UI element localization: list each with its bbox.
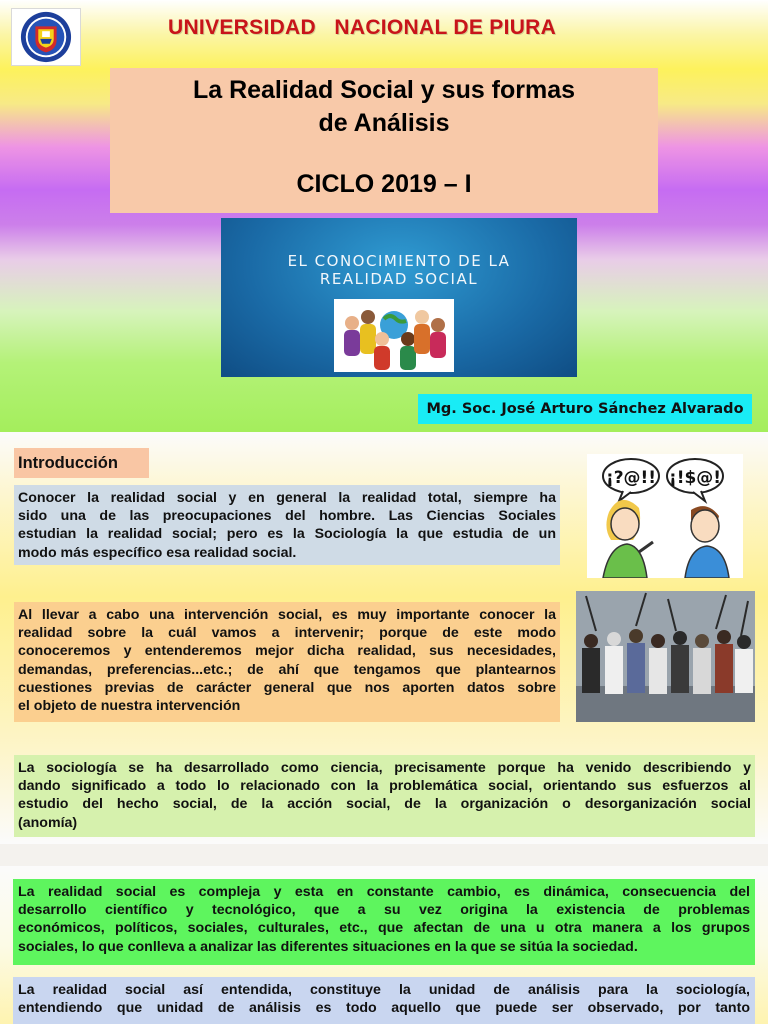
paragraph-1-line: modo más específico esa realidad social. — [18, 544, 297, 561]
paragraph-2 — [14, 602, 560, 722]
bubble-left-text: ¡?@!! — [605, 468, 657, 488]
social-reality-slide — [0, 866, 768, 1024]
hero-caption — [221, 252, 577, 288]
people-group-image — [334, 299, 454, 372]
paragraph-4-line: sociales, lo que conlleva a analizar las diferentes situaciones en la que se sitúa la sociedad. — [18, 938, 638, 955]
paragraph-3-line: estudio del hecho social, de la acción social, de la organización o desorganización social — [18, 796, 751, 813]
paragraph-1 — [14, 485, 560, 565]
author-label: Mg. Soc. José Arturo Sánchez Alvarado — [418, 394, 752, 424]
university-name: UNIVERSIDAD NACIONAL DE PIURA — [168, 16, 557, 39]
paragraph-1-line: estudian la realidad social; pero es la Sociología la que estudia de un — [18, 526, 556, 543]
seal-graphic — [17, 10, 75, 64]
paragraph-4-line: económicos, políticos, sociales, culturales, etc., que afectan de una u otra manera a los grupos — [18, 920, 750, 937]
paragraph-5 — [13, 977, 755, 1024]
paragraph-5-line: entendiendo que unidad de análisis es todo aquello que puede ser observado, por tanto — [18, 1000, 750, 1017]
protest-crowd-photo — [576, 591, 755, 722]
paragraph-5-line: La realidad social así entendida, constituye la unidad de análisis para la sociología, — [18, 982, 750, 998]
paragraph-2-line: realidad sobre la cuál vamos a intervenir; porque de este modo — [18, 625, 556, 642]
bubble-right-text: ¡!$@! — [668, 468, 722, 488]
introduction-slide — [0, 432, 768, 844]
paragraph-1-line: sido una de las preocupaciones del hombre. Las Ciencias Sociales — [18, 508, 556, 525]
paragraph-4-line: desarrollo científico y tecnológico, que a su vez origina la existencia de problemas — [18, 902, 750, 919]
title-line-2: de Análisis — [318, 109, 450, 137]
title-line-1: La Realidad Social y sus formas — [192, 76, 576, 104]
university-seal-icon — [11, 8, 81, 66]
paragraph-2-line: demandas, preferencias...etc.; de ahí que tengamos que plantearnos — [18, 661, 556, 678]
arguing-people-image — [587, 454, 743, 578]
introduction-heading: Introducción — [14, 448, 149, 478]
paragraph-2-line: el objeto de nuestra intervención — [18, 698, 241, 715]
paragraph-2-line: conoceremos y entenderemos mejor dicha realidad, sus necesidades, — [18, 643, 556, 660]
hero-caption-line-1: EL CONOCIMIENTO DE LA — [287, 252, 511, 270]
cycle-label: CICLO 2019 – I — [296, 170, 472, 198]
paragraph-4 — [13, 879, 755, 965]
paragraph-1-line: Conocer la realidad social y en general la realidad total, siempre ha — [18, 490, 556, 506]
paragraph-3-line: (anomía) — [18, 814, 78, 831]
paragraph-3 — [14, 755, 755, 837]
paragraph-2-line: Al llevar a cabo una intervención social, es muy importante conocer la — [18, 607, 556, 623]
title-slide — [0, 0, 768, 432]
paragraph-3-line: La sociología se ha desarrollado como ciencia, precisamente porque ha venido describiendo y — [18, 760, 751, 776]
presentation-title-box — [110, 68, 658, 213]
hero-image — [221, 218, 577, 377]
paragraph-4-line: La realidad social es compleja y esta en constante cambio, es dinámica, consecuencia del — [18, 884, 750, 900]
paragraph-2-line: cuestiones previas de carácter general que nos aporten datos sobre — [18, 679, 556, 696]
paragraph-3-line: dando significado a todo lo relacionado con la problemática social, orientando sus esfuerzos al — [18, 778, 751, 795]
hero-caption-line-2: REALIDAD SOCIAL — [319, 270, 479, 288]
